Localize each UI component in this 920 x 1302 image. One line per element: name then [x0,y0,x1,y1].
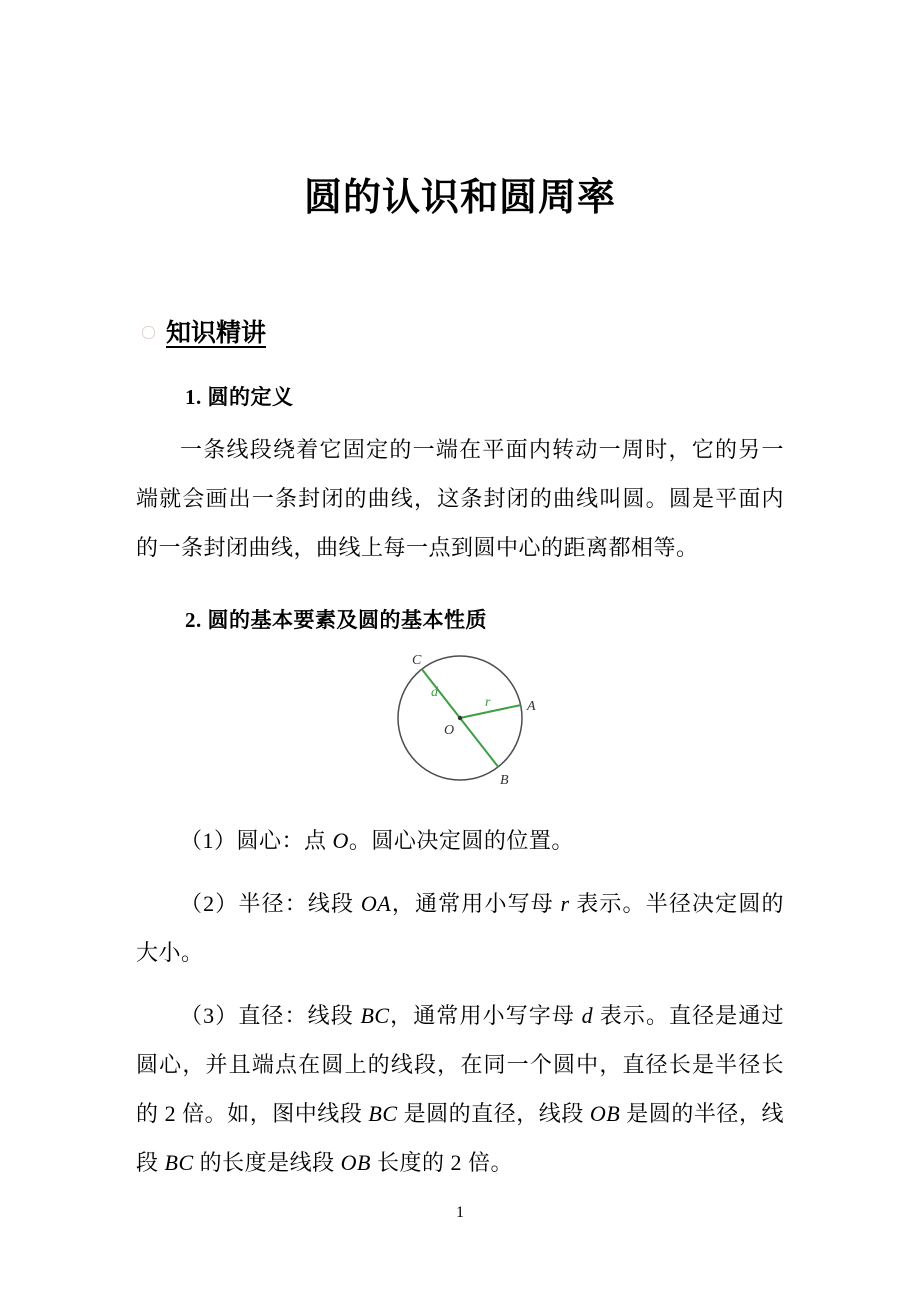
circle-diagram-svg [320,640,600,802]
definition-paragraph: 一条线段绕着它固定的一端在平面内转动一周时，它的另一端就会画出一条封闭的曲线，这条封闭的曲线叫圆。圆是平面内的一条封闭曲线，曲线上每一点到圆中心的距离都相等。 [136,437,784,560]
label-B: B [500,773,509,788]
item-radius: （2）半径：线段 OA，通常用小写母 r 表示。半径决定圆的大小。 [136,891,784,965]
section-heading: 知识精讲 [166,319,267,347]
label-O: O [444,723,455,738]
elements-heading: 2. 圆的基本要素及圆的基本性质 [185,608,487,632]
circle-diagram [136,640,784,802]
item-center: （1）圆心：点 O。圆心决定圆的位置。 [180,828,574,853]
label-A: A [527,699,536,714]
center-point [458,716,462,720]
section-heading-row [136,313,784,349]
label-C: C [412,653,422,668]
label-r: r [485,695,491,710]
item-diameter: （3）直径：线段 BC，通常用小写字母 d 表示。直径是通过圆心，并且端点在圆上的线段，在同一个圆中，直径长是半径长的 2 倍。如，图中线段 BC 是圆的直径，线段 OB 是圆的半径，线段 BC 的长度是线段 OB 长度的 2 倍。 [136,1003,784,1175]
page-number: 1 [456,1204,464,1221]
page-title: 圆的认识和圆周率 [303,177,616,219]
definition-heading: 1. 圆的定义 [185,385,294,409]
label-d: d [431,685,438,700]
bullet-icon [142,326,155,339]
